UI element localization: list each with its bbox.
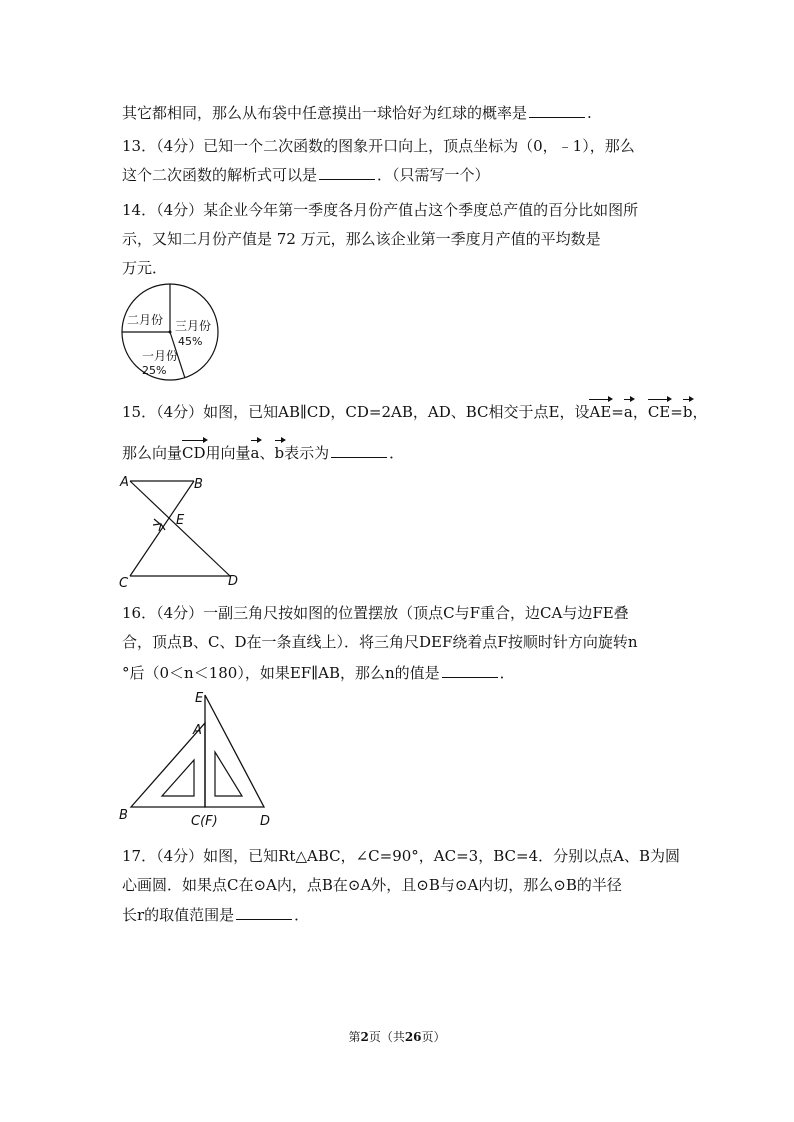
label-e: E xyxy=(176,513,185,528)
q17-period: ． xyxy=(294,906,310,924)
q14-text-3: 万元． xyxy=(122,259,168,277)
q15-equals-a: = xyxy=(611,403,624,421)
q16-line-1 xyxy=(122,603,629,623)
q12-period: . xyxy=(587,104,592,122)
arrow-ae xyxy=(153,519,160,525)
vector-b-2: b xyxy=(274,444,285,462)
q12-tail-line xyxy=(122,103,592,123)
q16-text-3: °后（0＜n＜180），如果EF∥AB，那么n的值是 xyxy=(122,664,440,682)
q13-text-2: 这个二次函数的解析式可以是 xyxy=(122,166,318,184)
vector-ce: CE xyxy=(647,403,671,421)
label-a: A xyxy=(120,475,129,490)
page-footer xyxy=(0,1028,794,1045)
label-b: B xyxy=(119,808,128,823)
q17-line-2 xyxy=(122,875,622,895)
label-c-f: C(F) xyxy=(191,814,218,829)
pie-label-jan: 一月份 xyxy=(142,349,179,363)
q12-tail-text: 其它都相同，那么从布袋中任意摸出一球恰好为红球的概率是 xyxy=(122,104,528,122)
q17-text-3: 长r的取值范围是 xyxy=(122,906,235,924)
q15-text-3: 用向量 xyxy=(205,444,251,462)
q15-separator: 、 xyxy=(259,444,275,462)
triangle-rulers-figure-16 xyxy=(118,688,278,830)
pie-label-mar: 三月份 xyxy=(175,319,212,333)
q16-line-3 xyxy=(122,663,515,683)
q13-line-2 xyxy=(122,165,490,185)
vector-a: a xyxy=(623,403,633,421)
q15-text-2: 那么向量 xyxy=(122,444,183,462)
answer-blank-13[interactable] xyxy=(319,165,375,180)
label-a: A xyxy=(193,723,202,738)
q16-text-1: 16．（4分）一副三角尺按如图的位置摆放（顶点C与F重合，边CA与边FE叠 xyxy=(122,604,629,622)
footer-page-number: 2 xyxy=(360,1030,369,1044)
q14-text-1: 14．（4分）某企业今年第一季度各月份产值占这个季度总产值的百分比如图所 xyxy=(122,201,639,219)
pie-chart-figure xyxy=(118,282,228,382)
answer-blank-12[interactable] xyxy=(529,103,585,118)
vector-cd: CD xyxy=(182,444,206,462)
q15-line-1 xyxy=(122,402,707,422)
q15-comma-2: ， xyxy=(692,403,708,421)
pie-label-feb: 二月份 xyxy=(127,313,164,327)
label-e: E xyxy=(195,691,204,706)
segment-ad xyxy=(130,481,230,576)
vector-b: b xyxy=(682,403,693,421)
q17-line-1 xyxy=(122,846,680,866)
label-c: C xyxy=(119,576,129,590)
q13-text-1: 13．（4分）已知一个二次函数的图象开口向上，顶点坐标为（0，﹣1），那么 xyxy=(122,137,635,155)
q15-period: ． xyxy=(389,444,405,462)
label-d: D xyxy=(228,574,239,589)
q17-line-3 xyxy=(122,905,309,925)
q13-text-3: ．（只需写一个） xyxy=(377,166,490,184)
label-d: D xyxy=(260,814,271,829)
pie-pct-mar: 45% xyxy=(178,335,203,348)
vector-a-2: a xyxy=(250,444,260,462)
footer-total-pages: 26 xyxy=(404,1030,422,1044)
label-b: B xyxy=(194,477,203,492)
q16-text-2: 合，顶点B、C、D在一条直线上）．将三角尺DEF绕着点F按顺时针方向旋转n xyxy=(122,633,638,651)
triangle-def xyxy=(205,695,264,807)
vector-figure-15 xyxy=(118,472,248,590)
q15-text-1: 15．（4分）如图，已知AB∥CD，CD=2AB，AD、BC相交于点E，设 xyxy=(122,403,590,421)
q14-line-3 xyxy=(122,258,167,278)
answer-blank-15[interactable] xyxy=(331,443,387,458)
q15-text-4: 表示为 xyxy=(284,444,330,462)
footer-suffix: 页） xyxy=(421,1030,446,1044)
q14-line-2 xyxy=(122,229,601,249)
footer-prefix: 第 xyxy=(348,1030,361,1044)
vector-ae: AE xyxy=(589,403,612,421)
q16-line-2 xyxy=(122,632,637,652)
segment-bc xyxy=(130,481,194,576)
q15-comma-1: ， xyxy=(632,403,648,421)
footer-middle: 页（共 xyxy=(368,1030,405,1044)
answer-blank-16[interactable] xyxy=(442,663,498,678)
q16-period: ． xyxy=(499,664,515,682)
q15-line-2 xyxy=(122,443,404,463)
q13-line-1 xyxy=(122,136,635,156)
pie-center-dot xyxy=(169,331,172,334)
q17-text-1: 17．（4分）如图，已知Rt△ABC，∠C=90°，AC=3，BC=4．分别以点A、B为圆 xyxy=(122,847,680,865)
q14-line-1 xyxy=(122,200,638,220)
answer-blank-17[interactable] xyxy=(236,905,292,920)
q17-text-2: 心画圆．如果点C在⊙A内，点B在⊙A外，且⊙B与⊙A内切，那么⊙B的半径 xyxy=(122,876,622,894)
pie-pct-jan: 25% xyxy=(142,364,167,377)
q14-text-2: 示，又知二月份产值是 72 万元，那么该企业第一季度月产值的平均数是 xyxy=(122,230,601,248)
q15-equals-b: = xyxy=(670,403,683,421)
